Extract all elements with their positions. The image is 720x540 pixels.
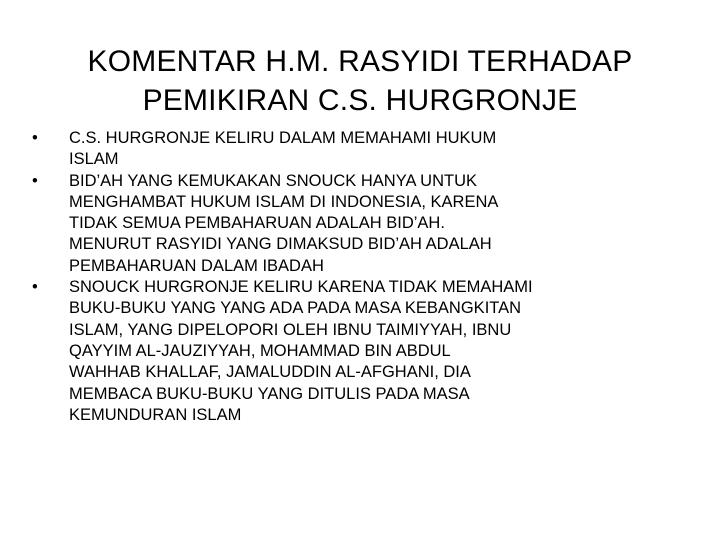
bullet-item-1 bbox=[32, 128, 692, 171]
bullet-text bbox=[69, 171, 692, 277]
bullet-line: WAHHAB KHALLAF, JAMALUDDIN AL-AFGHANI, DIA bbox=[69, 363, 471, 382]
bullet-dot-icon: • bbox=[32, 278, 38, 297]
bullet-line: BID’AH YANG KEMUKAKAN SNOUCK HANYA UNTUK bbox=[69, 171, 477, 190]
slide-title-line-2: PEMIKIRAN C.S. HURGRONJE bbox=[142, 84, 578, 118]
bullet-line: QAYYIM AL-JAUZIYYAH, MOHAMMAD BIN ABDUL bbox=[69, 341, 451, 360]
bullet-line: ISLAM, YANG DIPELOPORI OLEH IBNU TAIMIYYAH, IBNU bbox=[69, 320, 512, 339]
bullet-line: SNOUCK HURGRONJE KELIRU KARENA TIDAK MEMAHAMI bbox=[69, 278, 533, 297]
slide-title-line-1: KOMENTAR H.M. RASYIDI TERHADAP bbox=[87, 45, 633, 79]
bullet-list bbox=[32, 128, 692, 426]
slide-title bbox=[40, 42, 680, 120]
bullet-line: TIDAK SEMUA PEMBAHARUAN ADALAH BID’AH. bbox=[69, 214, 445, 233]
bullet-item-3 bbox=[32, 277, 692, 426]
bullet-line: BUKU-BUKU YANG YANG ADA PADA MASA KEBANGKITAN bbox=[69, 299, 522, 318]
bullet-line: MENURUT RASYIDI YANG DIMAKSUD BID’AH ADALAH bbox=[69, 235, 492, 254]
bullet-line: KEMUNDURAN ISLAM bbox=[69, 405, 242, 424]
bullet-line: MENGHAMBAT HUKUM ISLAM DI INDONESIA, KARENA bbox=[69, 192, 499, 211]
bullet-item-2 bbox=[32, 171, 692, 277]
bullet-line: MEMBACA BUKU-BUKU YANG DITULIS PADA MASA bbox=[69, 384, 470, 403]
bullet-dot-icon: • bbox=[32, 171, 38, 190]
bullet-text bbox=[69, 128, 692, 171]
bullet-text bbox=[69, 277, 692, 426]
bullet-dot-icon: • bbox=[32, 129, 38, 147]
bullet-line: ISLAM bbox=[69, 150, 119, 169]
bullet-line: PEMBAHARUAN DALAM IBADAH bbox=[69, 256, 324, 275]
bullet-line: C.S. HURGRONJE KELIRU DALAM MEMAHAMI HUKUM bbox=[69, 129, 497, 147]
